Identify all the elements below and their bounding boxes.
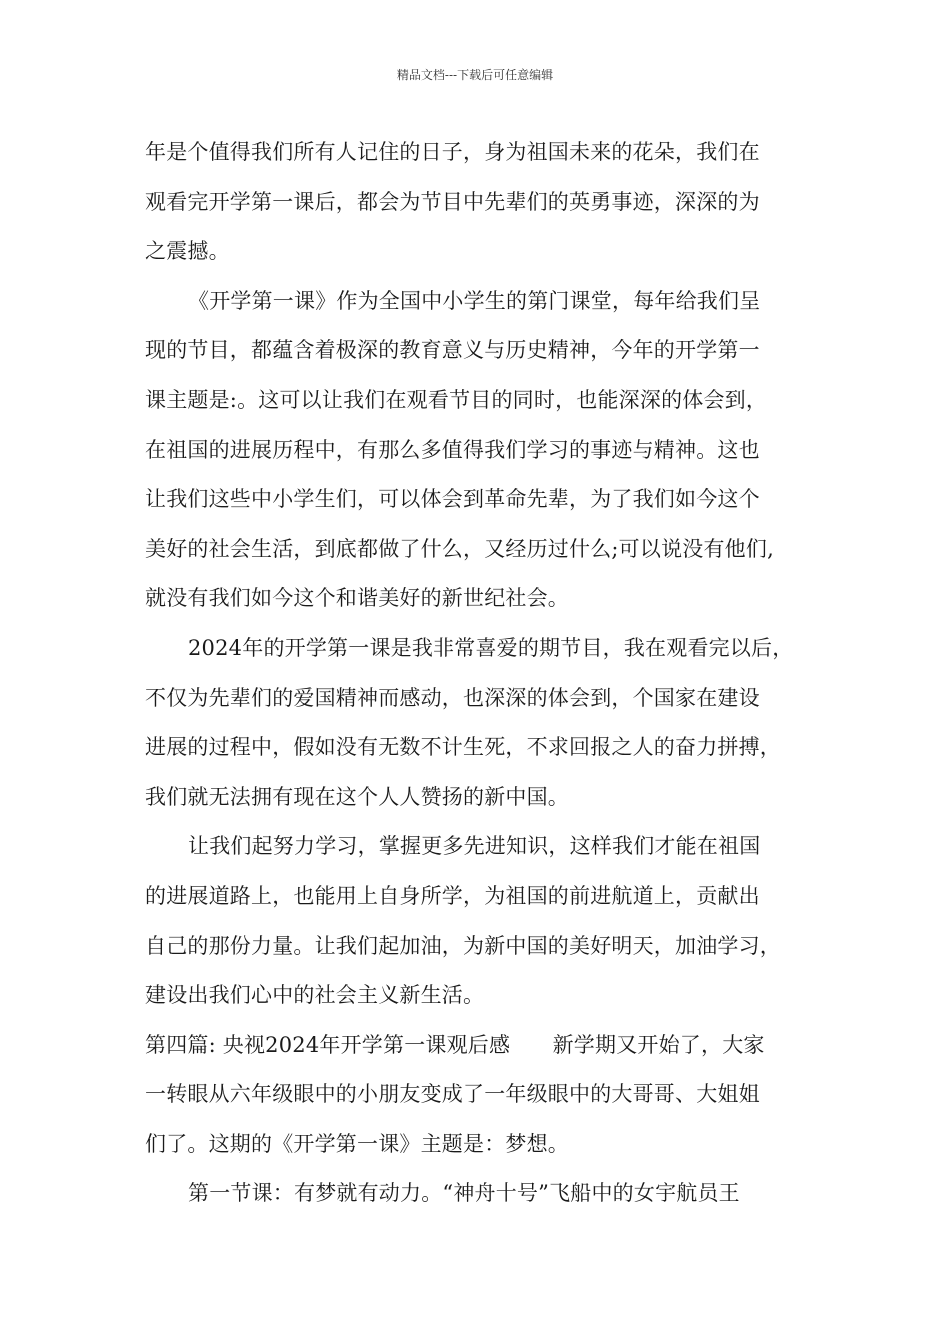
text-line: 一转眼从六年级眼中的小朋友变成了一年级眼中的大哥哥、大姐姐 xyxy=(145,1082,760,1107)
text-line: 观看完开学第一课后，都会为节目中先辈们的英勇事迹，深深的为 xyxy=(145,189,760,214)
text-line: 我们就无法拥有现在这个人人赞扬的新中国。 xyxy=(145,784,569,809)
text-line: 第四篇: 央视2024年开学第一课观后感 新学期又开始了，大家 xyxy=(145,1032,765,1057)
text-line: 现的节目，都蕴含着极深的教育意义与历史精神，今年的开学第一 xyxy=(145,338,760,363)
text-line: 自己的那份力量。让我们起加油，为新中国的美好明天，加油学习， xyxy=(145,933,781,958)
text-line: 让我们这些中小学生们，可以体会到革命先辈，为了我们如今这个 xyxy=(145,487,760,512)
text-line: 就没有我们如今这个和谐美好的新世纪社会。 xyxy=(145,586,569,611)
text-line: 不仅为先辈们的爱国精神而感动，也深深的体会到，个国家在建设 xyxy=(145,685,760,710)
text-line: 年是个值得我们所有人记住的日子，身为祖国未来的花朵，我们在 xyxy=(145,140,760,164)
text-line: 让我们起努力学习，掌握更多先进知识，这样我们才能在祖国 xyxy=(188,834,761,859)
text-line: 美好的社会生活，到底都做了什么，又经历过什么;可以说没有他们, xyxy=(145,536,774,561)
text-line: 们了。这期的《开学第一课》主题是：梦想。 xyxy=(145,1131,569,1156)
text-line: 在祖国的进展历程中，有那么多值得我们学习的事迹与精神。这也 xyxy=(145,437,760,462)
text-line: 《开学第一课》作为全国中小学生的第门课堂，每年给我们呈 xyxy=(188,288,761,313)
text-line: 的进展道路上，也能用上自身所学，为祖国的前进航道上，贡献出 xyxy=(145,883,760,908)
text-line: 之震撼。 xyxy=(145,239,230,264)
text-line: 课主题是:。这可以让我们在观看节目的同时，也能深深的体会到， xyxy=(145,387,768,412)
text-line: 第一节课：有梦就有动力。“神舟十号”飞船中的女宇航员王 xyxy=(188,1181,740,1206)
text-line: 进展的过程中，假如没有无数不计生死，不求回报之人的奋力拼搏， xyxy=(145,735,781,760)
text-line: 建设出我们心中的社会主义新生活。 xyxy=(145,983,485,1008)
document-body xyxy=(145,128,815,1219)
page-header: 精品文档---下载后可任意编辑 xyxy=(396,68,554,82)
text-line: 2024年的开学第一课是我非常喜爱的期节目，我在观看完以后， xyxy=(188,635,794,660)
